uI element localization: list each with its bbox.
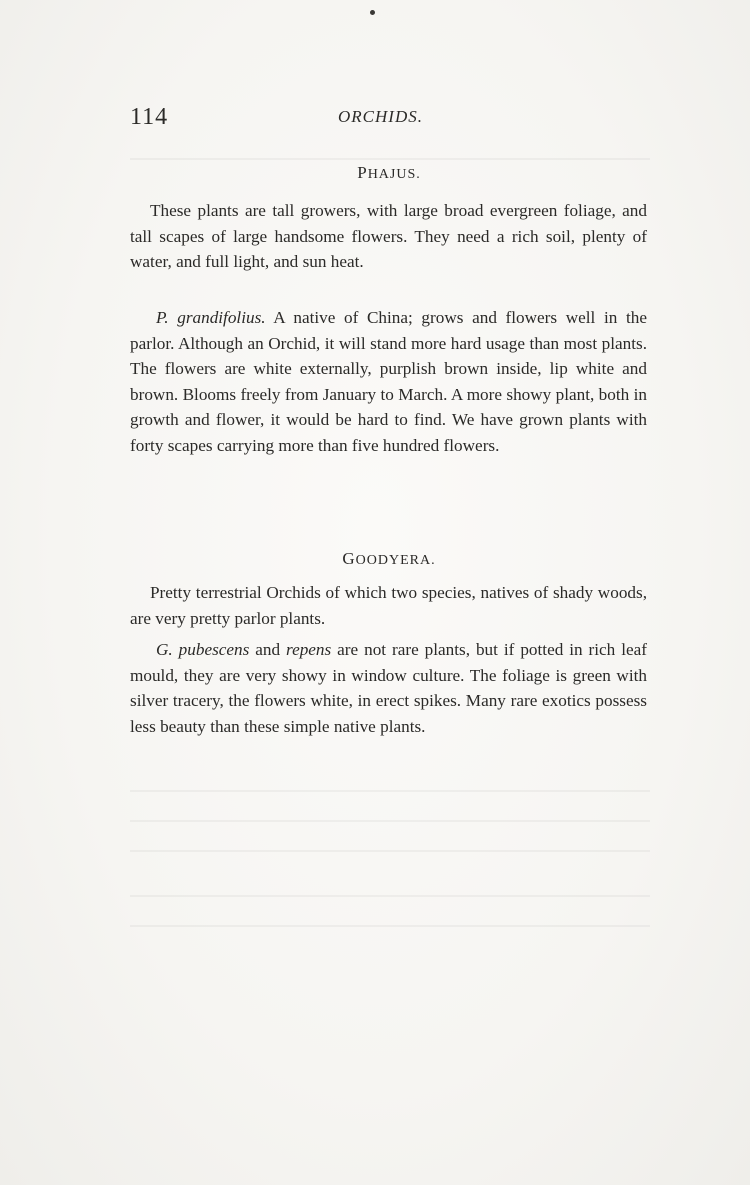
section-title-goodyera	[130, 548, 648, 572]
section-title-initial: G	[342, 549, 356, 568]
bleed-through	[130, 925, 650, 927]
species-name: P. grandifolius.	[156, 308, 266, 327]
species-name: repens	[286, 640, 332, 659]
running-head: ORCHIDS.	[338, 107, 423, 126]
section-title-rest: HAJUS.	[367, 167, 421, 182]
paragraph	[130, 305, 647, 458]
paragraph-text: A native of China; grows and flowers well in the parlor. Although an Orchid, it will stand more hard usage than most plants. The flowers are white externally, purplish brown inside, lip white and brown. Blooms freely from January to March. A more showy plant, both in growth and flower, it would be hard to find. We have grown plants with forty scapes carrying more than five hundred flowers.	[130, 308, 647, 455]
species-name: G. pubescens	[156, 640, 250, 659]
bleed-through	[130, 790, 650, 792]
paragraph-connector: and	[249, 640, 287, 659]
page-header	[130, 102, 650, 132]
section-title-initial: P	[357, 163, 368, 182]
bleed-through	[130, 820, 650, 822]
paragraph-text: are not rare plants, but if potted in rich leaf mould, they are very showy in window culture. The foliage is green with silver tracery, the flowers white, in erect spikes. Many rare exotics possess less beauty than these simple native plants.	[130, 640, 647, 736]
paragraph	[130, 637, 647, 739]
paragraph-text: These plants are tall growers, with large broad evergreen foliage, and tall scapes of large handsome flowers. They need a rich soil, plenty of water, and full light, and sun heat.	[130, 201, 647, 271]
bleed-through	[130, 895, 650, 897]
bleed-through	[130, 850, 650, 852]
page-speck	[370, 10, 375, 15]
section-title-phajus	[130, 162, 648, 186]
section-title-rest: OODYERA.	[355, 553, 436, 568]
paragraph-text: Pretty terrestrial Orchids of which two species, natives of shady woods, are very pretty parlor plants.	[130, 583, 647, 628]
paragraph	[130, 198, 647, 275]
bleed-through	[130, 158, 650, 160]
paragraph	[130, 580, 647, 631]
page-number: 114	[130, 104, 169, 130]
